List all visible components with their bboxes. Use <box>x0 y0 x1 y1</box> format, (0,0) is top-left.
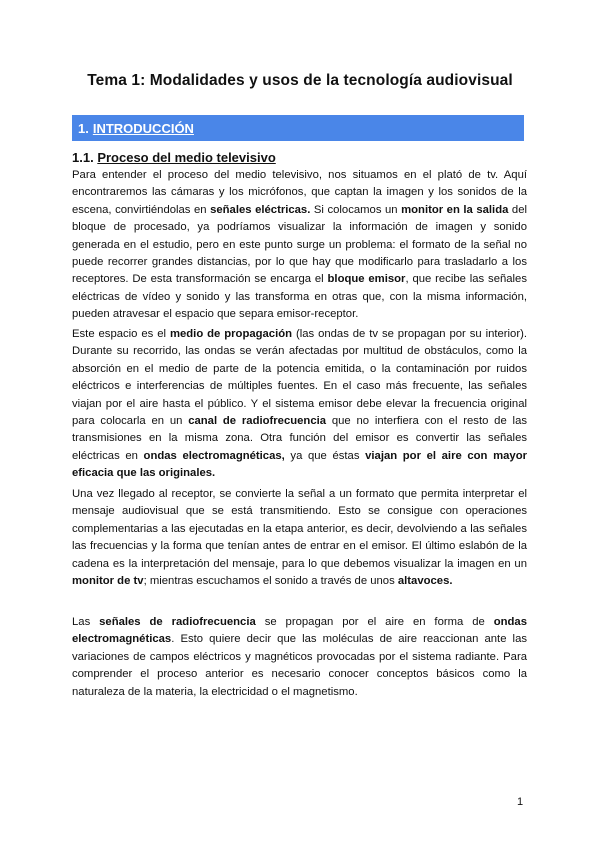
text-run: . Esto quiere decir que las moléculas de aire reaccionan ante las variaciones de campos eléctricos y magnéticos provocadas por el sistema radiante. Para comprender el proceso anterior es necesario conocer conceptos básicos como la naturaleza de la materia, la electricidad o el magnetismo. <box>72 633 527 698</box>
subsection-number: 1.1. <box>72 150 94 165</box>
text-run: Este espacio es el <box>72 328 170 340</box>
text-run: , que recibe las señales eléctricas de vídeo y sonido y las transforma en otras que, con la misma información, pueden atravesar el espacio que separa emisor-receptor. <box>72 273 527 321</box>
bold-term: viajan por el aire con mayor eficacia que las originales. <box>72 449 527 480</box>
bold-term: señales eléctricas. <box>210 203 311 216</box>
paragraph <box>72 614 527 701</box>
paragraph <box>72 167 527 324</box>
paragraph <box>72 326 527 483</box>
section-title: INTRODUCCIÓN <box>92 121 194 136</box>
bold-term: monitor en la salida <box>401 203 509 216</box>
bold-term: monitor de tv <box>72 575 144 588</box>
subsection-title: Proceso del medio televisivo <box>97 150 276 165</box>
section-heading <box>72 115 524 141</box>
bold-term: ondas electromagnéticas <box>72 616 527 646</box>
page-title: Tema 1: Modalidades y usos de la tecnología audiovisual <box>87 72 513 89</box>
text-run: que no interfiera con el resto de las transmisiones en la misma zona. Otra función del emisor es convertir las señales eléctricas en <box>72 415 528 462</box>
bold-term: medio de propagación <box>169 328 293 340</box>
bold-term: canal de radiofrecuencia <box>188 415 327 428</box>
text-run: Si colocamos un <box>310 203 402 216</box>
paragraph <box>72 486 527 590</box>
bold-term: señales de radiofrecuencia <box>99 616 256 628</box>
text-run: Para entender el proceso del medio televisivo, nos situamos en el plató de tv. Aquí encontraremos las cámaras y los micrófonos, que captan la imagen y los sonidos de la escena, convirtiéndolas en <box>72 169 527 216</box>
text-run: ya que éstas <box>284 449 366 462</box>
text-run: del bloque de procesado, ya podríamos visualizar la información de imagen y sonido generada en el estudio, pero en este punto surge un problema: el formato de la señal no puede recorrer grandes distancias, por lo que hay que modificarlo para trasladarlo a los receptores. De esta transformación se encarga el <box>72 203 527 286</box>
text-run: Una vez llegado al receptor, se convierte la señal a un formato que permita interpretar el mensaje audiovisual que se está transmitiendo. Esto se consigue con operaciones complementarias a las ejecutadas en la etapa anterior, es decir, devolviendo a las señales las frecuencias y la forma que tenían antes de entrar en el emisor. El último eslabón de la cadena es la interpretación del mensaje, para lo que debemos visualizar la imagen en un <box>72 488 527 570</box>
text-run: se propagan por el aire en forma de <box>255 616 494 628</box>
subsection-heading <box>72 150 276 165</box>
text-run: (las ondas de tv se propagan por su interior). Durante su recorrido, las ondas se verán afectadas por multitud de obstáculos, como la absorción en el medio de parte de la potencia emitida, o la contaminación por ruidos eléctricos e interferencias de múltiples fuentes. En el caso más frecuente, las señales viajan por el aire hasta el público. Y el sistema emisor debe elevar la frecuencia original para colocarla en un <box>72 328 527 428</box>
bold-term: bloque emisor <box>327 273 406 286</box>
page-number: 1 <box>517 796 524 808</box>
bold-term: ondas electromagnéticas, <box>143 449 285 462</box>
text-run: ; mientras escuchamos el sonido a través de unos <box>143 575 398 588</box>
section-number: 1. <box>78 121 89 136</box>
text-run: Las <box>72 616 100 628</box>
bold-term: altavoces. <box>397 575 453 588</box>
